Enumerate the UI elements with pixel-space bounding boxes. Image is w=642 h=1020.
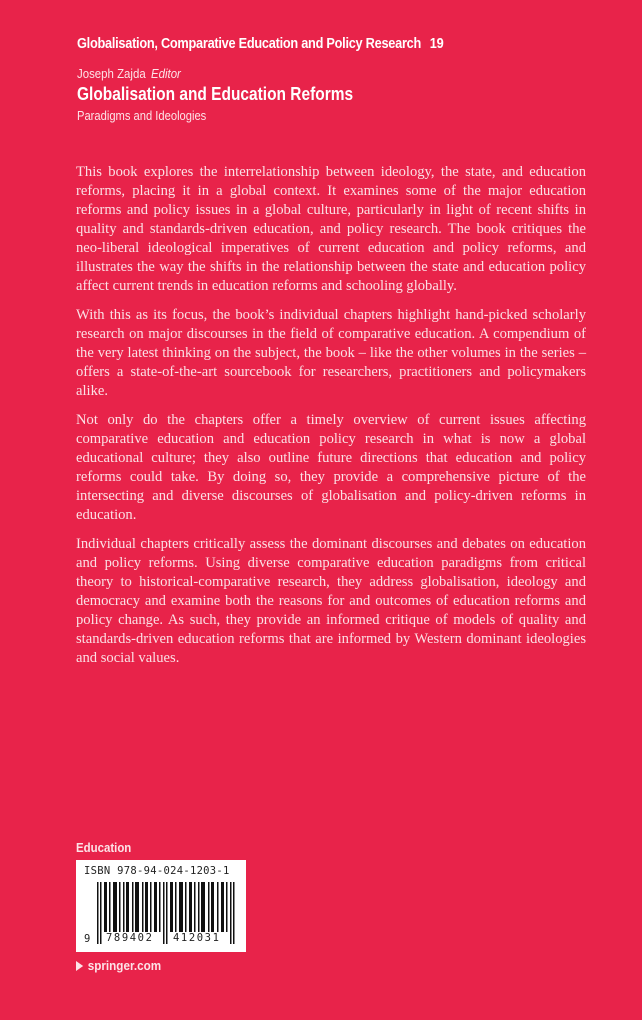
ean-digits-left: 789402	[106, 932, 154, 944]
blurb-paragraph: With this as its focus, the book’s individual chapters highlight hand-picked scholarly research on major discourses in the field of comparative education. A compendium of the very latest thinking on the subject, the book – like the other volumes in the series – offers a state-of-the-art sourcebook for researchers, practitioners and policymakers alike.	[76, 307, 586, 399]
blurb-paragraph: Individual chapters critically assess the dominant discourses and debates on education and policy reforms. Using diverse comparative education paradigms from critical theory to historical-comparative research, they address globalisation, ideology and democracy and examine both the reasons for and outcomes of education reforms and policy change. As such, they provide an informed critique of models of quality and standards-driven education reforms that are informed by Western dominant ideologies and social values.	[76, 536, 586, 666]
editor-name: Joseph Zajda	[77, 66, 146, 81]
isbn-label: ISBN 978-94-024-1203-1	[84, 865, 230, 877]
blurb	[76, 163, 586, 678]
subject-category: Education	[76, 840, 132, 855]
series-title	[77, 36, 443, 52]
ean-digits-right: 412031	[173, 932, 221, 944]
series-name: Globalisation, Comparative Education and Policy Research	[77, 36, 422, 52]
publisher-link-text: springer.com	[87, 958, 162, 973]
blurb-paragraph: This book explores the interrelationship between ideology, the state, and education reforms, placing it in a global context. It examines some of the major education reforms and policy issues in a global culture, particularly in light of recent shifts in quality and standards-driven education, and policy research. The book critiques the neo-liberal ideological imperatives of current education and policy reforms, and illustrates the way the shifts in the relationship between the state and education policy affect current trends in education reforms and schooling globally.	[76, 164, 586, 294]
blurb-paragraph: Not only do the chapters offer a timely overview of current issues affecting comparative education and education policy research in what is now a global educational culture; they also outline future directions that education and policy reforms could take. By doing so, they provide a comprehensive picture of the intersecting and diverse discourses of globalisation and policy-driven reforms in education.	[76, 412, 586, 523]
editor-line	[77, 66, 181, 81]
play-triangle-icon	[76, 961, 83, 971]
ean-digit-first: 9	[84, 933, 91, 945]
publisher-link[interactable]	[76, 958, 161, 973]
editor-role: Editor	[150, 66, 181, 81]
isbn-barcode	[76, 860, 246, 952]
series-volume: 19	[429, 36, 444, 52]
book-subtitle: Paradigms and Ideologies	[77, 108, 207, 123]
book-title: Globalisation and Education Reforms	[77, 84, 354, 104]
